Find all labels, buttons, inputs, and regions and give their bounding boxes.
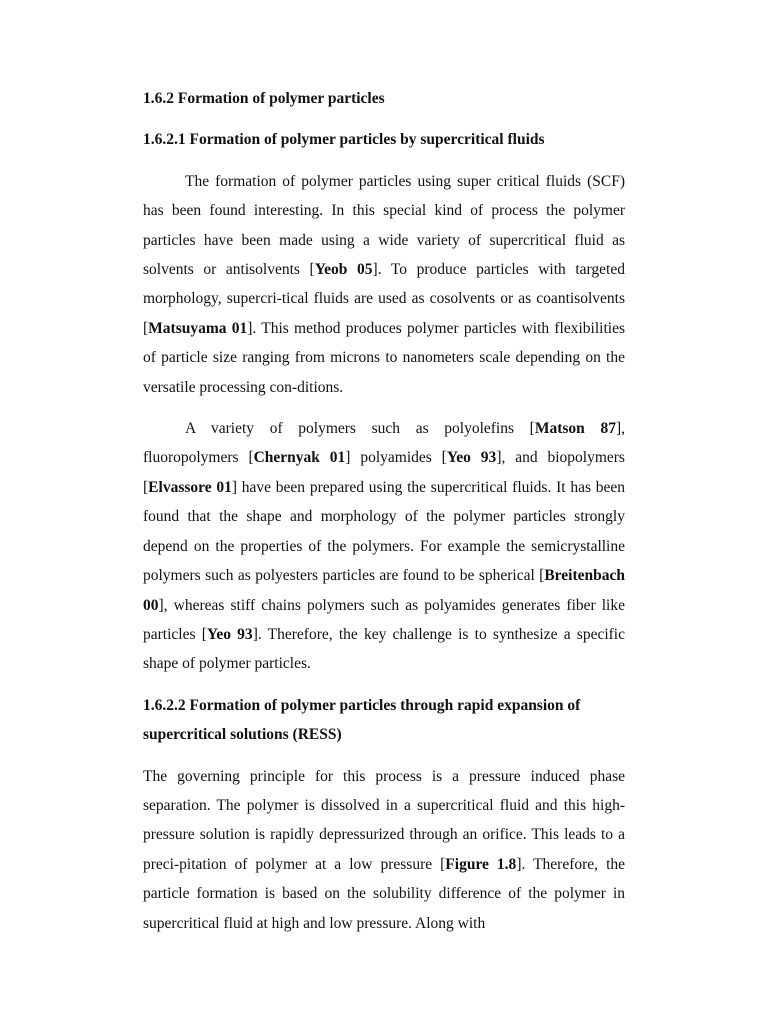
document-page (143, 84, 625, 950)
citation-matsuyama-01: Matsuyama 01 (148, 319, 248, 337)
citation-breitenbach-00: Breitenbach 00 (143, 567, 625, 614)
citation-yeob-05: Yeob 05 (314, 261, 373, 279)
paragraph-text: ]. Therefore, the particle formation is based on the solubility difference of the polymer in supercritical fluid at high and low pressure. Along with (143, 855, 626, 932)
paragraph-text: The formation of polymer particles using super critical fluids (SCF) has been found interesting. In this special kind of process the polymer particles have been made using a wide variety of supercritical fluid as solvents or antisolvents [ (143, 172, 625, 279)
paragraph-text: The governing principle for this process is a pressure induced phase separation. The polymer is dissolved in a supercritical fluid and this high-pressure solution is rapidly depressurized through an orifice. This leads to a preci-pitation of polymer at a low pressure [ (143, 767, 625, 873)
paragraph-text: ], fluoropolymers [ (143, 420, 625, 467)
paragraph-scf-intro (143, 167, 625, 402)
paragraph-text: ], whereas stiff chains polymers such as polyamides generates fiber like particles [ (143, 596, 625, 643)
paragraph-text: ] have been prepared using the supercritical fluids. It has been found that the shape and morphology of the polymer particles strongly depend on the properties of the polymers. For example the semicrystalline polymers such as polyesters particles are found to be spherical [ (143, 478, 625, 585)
section-heading-1-6-2-2: 1.6.2.2 Formation of polymer particles through rapid expansion of supercritical solutions (RESS) (143, 696, 581, 744)
paragraph-text: ], and biopolymers [ (143, 449, 625, 496)
paragraph-ress-principle (143, 762, 625, 938)
paragraph-polymer-variety (143, 414, 625, 679)
citation-yeo-93: Yeo 93 (206, 625, 253, 643)
citation-elvassore-01: Elvassore 01 (148, 478, 232, 496)
paragraph-text: ]. Therefore, the key challenge is to synthesize a specific shape of polymer particles. (143, 625, 625, 673)
paragraph-text: ]. To produce particles with targeted morphology, supercri-tical fluids are used as cosolvents or as coantisolvents [ (143, 261, 625, 337)
citation-matson-87: Matson 87 (534, 420, 616, 438)
citation-yeo-93: Yeo 93 (446, 449, 497, 467)
paragraph-text: A variety of polymers such as polyolefins [ (185, 420, 535, 438)
citation-chernyak-01: Chernyak 01 (253, 449, 346, 467)
paragraph-text: ]. This method produces polymer particles with flexibilities of particle size ranging from microns to nanometers scale depending on the versatile processing con-ditions. (143, 319, 625, 396)
figure-reference-1-8: Figure 1.8 (445, 855, 517, 873)
paragraph-text: ] polyamides [ (345, 449, 447, 467)
section-heading-1-6-2-1: 1.6.2.1 Formation of polymer particles by supercritical fluids (143, 131, 545, 149)
section-heading-1-6-2: 1.6.2 Formation of polymer particles (143, 90, 385, 107)
